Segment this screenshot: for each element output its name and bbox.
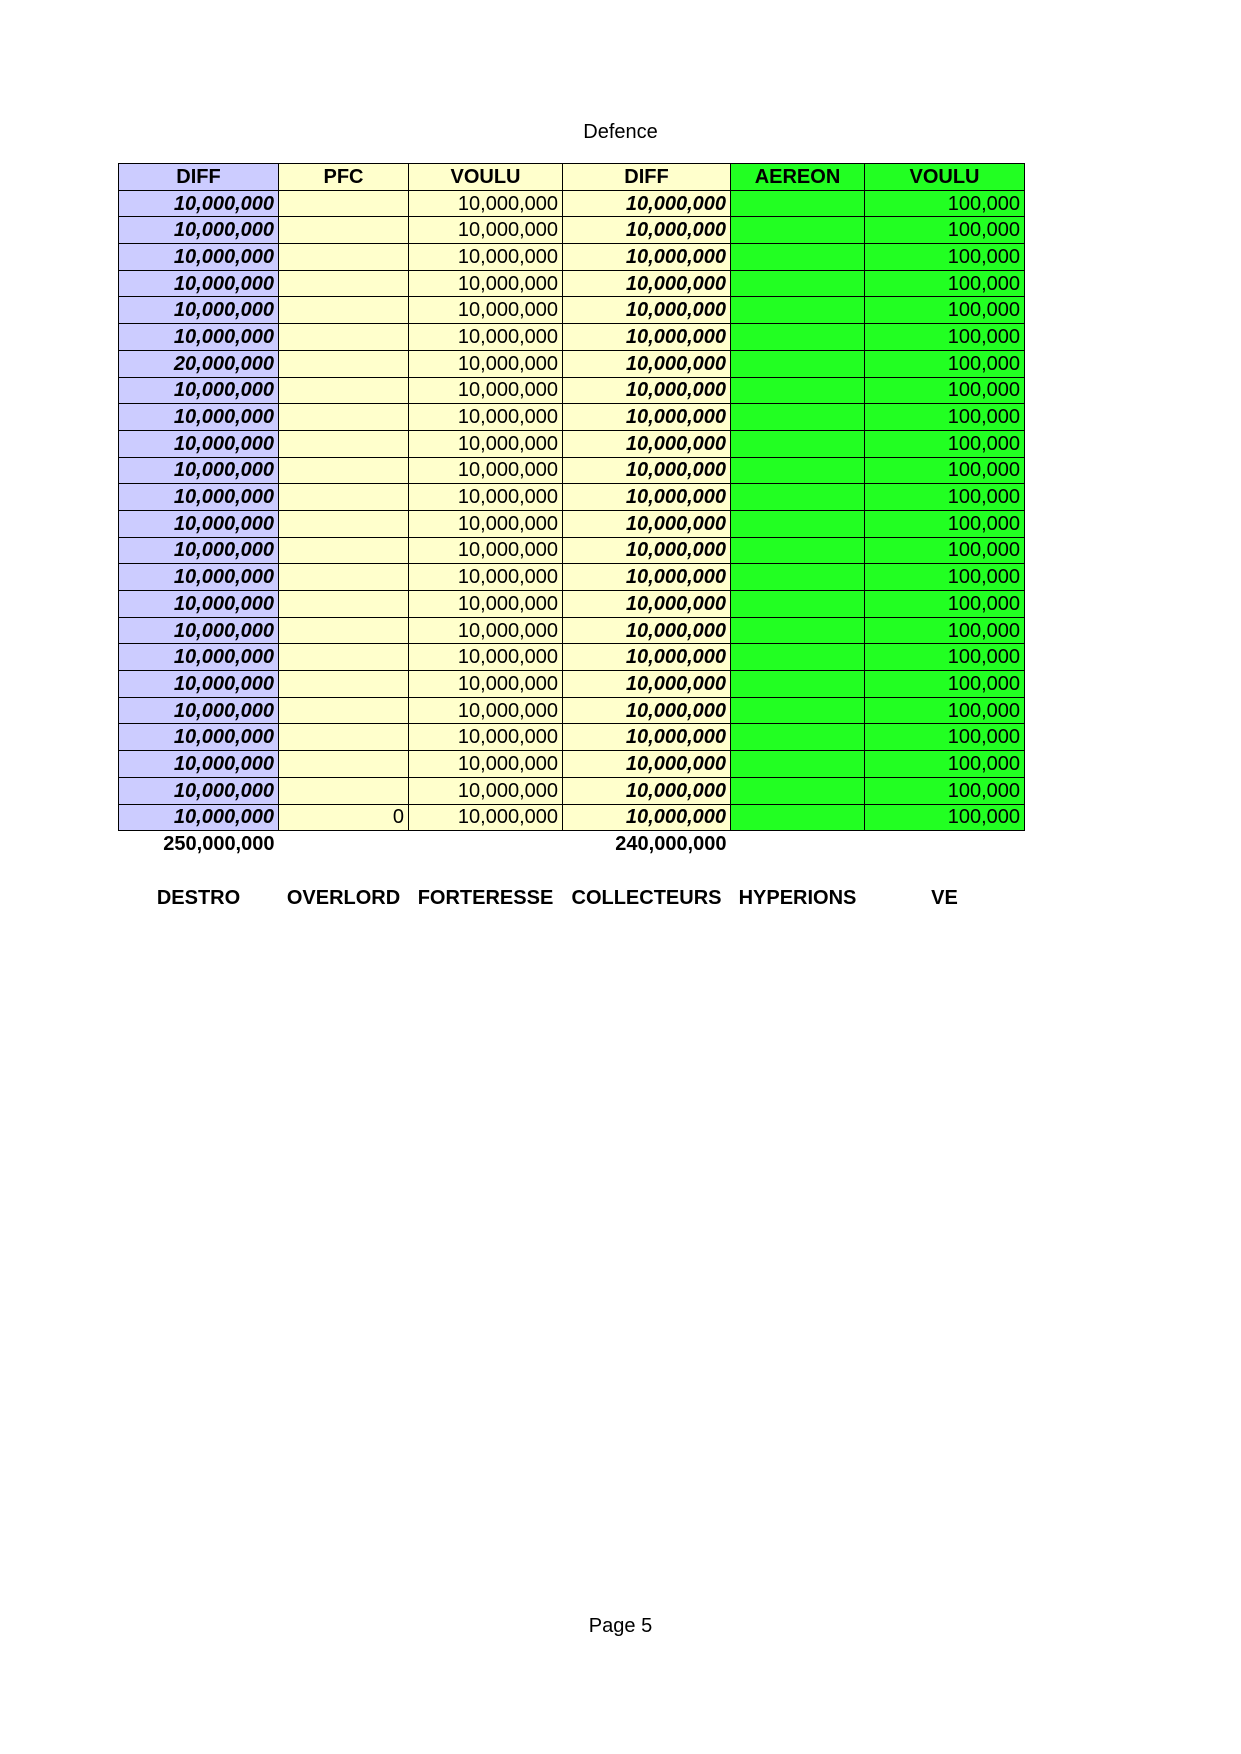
voulu-2-cell: 100,000 [865,777,1025,804]
table-row [119,591,1025,618]
voulu-1-cell: 10,000,000 [409,244,563,271]
voulu-2-cell: 100,000 [865,751,1025,778]
label-destro: DESTRO [156,886,241,909]
pfc-cell [279,777,409,804]
voulu-2-cell: 100,000 [865,724,1025,751]
diff-2-cell: 10,000,000 [563,324,731,351]
pfc-cell [279,457,409,484]
diff-1-cell: 10,000,000 [119,644,279,671]
header-diff-2: DIFF [563,164,731,191]
voulu-2-cell: 100,000 [865,404,1025,431]
table-row [119,377,1025,404]
unit-labels-row [119,885,1025,911]
diff-1-cell: 10,000,000 [119,404,279,431]
header-pfc: PFC [279,164,409,191]
diff-2-cell: 10,000,000 [563,617,731,644]
aereon-cell [731,644,865,671]
aereon-cell [731,270,865,297]
table-row [119,751,1025,778]
voulu-1-cell: 10,000,000 [409,404,563,431]
diff-2-cell: 10,000,000 [563,217,731,244]
pfc-cell [279,724,409,751]
diff-1-cell: 10,000,000 [119,270,279,297]
label-forteresse: FORTERESSE [417,886,554,909]
voulu-2-cell: 100,000 [865,510,1025,537]
diff-2-cell: 10,000,000 [563,591,731,618]
voulu-1-cell: 10,000,000 [409,537,563,564]
table-row [119,510,1025,537]
table-row [119,617,1025,644]
pfc-cell [279,377,409,404]
diff-1-cell: 10,000,000 [119,751,279,778]
table-row [119,671,1025,698]
pfc-cell [279,350,409,377]
diff-2-cell: 10,000,000 [563,671,731,698]
aereon-cell [731,537,865,564]
voulu-2-cell: 100,000 [865,270,1025,297]
pfc-cell [279,430,409,457]
diff-1-cell: 10,000,000 [119,430,279,457]
table-row [119,217,1025,244]
diff-2-cell: 10,000,000 [563,804,731,831]
diff-2-cell: 10,000,000 [563,297,731,324]
pfc-cell [279,190,409,217]
voulu-1-cell: 10,000,000 [409,724,563,751]
table-row [119,404,1025,431]
voulu-1-cell: 10,000,000 [409,777,563,804]
diff-2-cell: 10,000,000 [563,404,731,431]
pfc-cell [279,217,409,244]
diff-2-cell: 10,000,000 [563,350,731,377]
voulu-1-cell: 10,000,000 [409,297,563,324]
pfc-cell [279,324,409,351]
pfc-cell [279,644,409,671]
voulu-1-cell: 10,000,000 [409,697,563,724]
header-voulu-1: VOULU [409,164,563,191]
voulu-2-cell: 100,000 [865,297,1025,324]
voulu-1-cell: 10,000,000 [409,617,563,644]
total-diff-2: 240,000,000 [615,833,727,856]
aereon-cell [731,804,865,831]
diff-1-cell: 10,000,000 [119,804,279,831]
table-row [119,484,1025,511]
aereon-cell [731,217,865,244]
voulu-2-cell: 100,000 [865,457,1025,484]
aereon-cell [731,484,865,511]
diff-1-cell: 10,000,000 [119,697,279,724]
table-row [119,644,1025,671]
aereon-cell [731,350,865,377]
label-ve: VE [931,886,958,909]
pfc-cell [279,244,409,271]
diff-2-cell: 10,000,000 [563,751,731,778]
diff-1-cell: 10,000,000 [119,564,279,591]
diff-2-cell: 10,000,000 [563,190,731,217]
voulu-2-cell: 100,000 [865,430,1025,457]
aereon-cell [731,377,865,404]
diff-2-cell: 10,000,000 [563,697,731,724]
label-collecteurs: COLLECTEURS [571,886,722,909]
voulu-1-cell: 10,000,000 [409,804,563,831]
table-row [119,244,1025,271]
diff-2-cell: 10,000,000 [563,377,731,404]
diff-2-cell: 10,000,000 [563,724,731,751]
diff-1-cell: 10,000,000 [119,457,279,484]
diff-2-cell: 10,000,000 [563,510,731,537]
voulu-1-cell: 10,000,000 [409,510,563,537]
label-hyperions: HYPERIONS [738,886,857,909]
aereon-cell [731,617,865,644]
voulu-2-cell: 100,000 [865,484,1025,511]
table-row [119,350,1025,377]
pfc-cell [279,270,409,297]
header-row [119,164,1025,191]
label-overlord: OVERLORD [286,886,401,909]
table-row [119,457,1025,484]
diff-1-cell: 10,000,000 [119,777,279,804]
pfc-cell [279,537,409,564]
diff-1-cell: 10,000,000 [119,297,279,324]
aereon-cell [731,671,865,698]
diff-1-cell: 10,000,000 [119,484,279,511]
diff-1-cell: 10,000,000 [119,537,279,564]
table-row [119,270,1025,297]
aereon-cell [731,697,865,724]
spacer-row [119,857,1025,885]
diff-1-cell: 10,000,000 [119,324,279,351]
voulu-1-cell: 10,000,000 [409,430,563,457]
voulu-1-cell: 10,000,000 [409,217,563,244]
table-row [119,324,1025,351]
pfc-cell [279,564,409,591]
aereon-cell [731,430,865,457]
diff-1-cell: 10,000,000 [119,671,279,698]
table-row [119,190,1025,217]
diff-2-cell: 10,000,000 [563,777,731,804]
aereon-cell [731,591,865,618]
voulu-2-cell: 100,000 [865,591,1025,618]
pfc-cell [279,297,409,324]
table-row [119,297,1025,324]
pfc-cell [279,697,409,724]
pfc-cell [279,751,409,778]
diff-2-cell: 10,000,000 [563,484,731,511]
total-diff-1: 250,000,000 [163,833,275,856]
diff-2-cell: 10,000,000 [563,430,731,457]
table-row [119,697,1025,724]
diff-1-cell: 10,000,000 [119,244,279,271]
table-row [119,804,1025,831]
diff-2-cell: 10,000,000 [563,537,731,564]
diff-2-cell: 10,000,000 [563,270,731,297]
voulu-2-cell: 100,000 [865,564,1025,591]
diff-1-cell: 10,000,000 [119,617,279,644]
voulu-1-cell: 10,000,000 [409,270,563,297]
total-pfc [279,831,409,857]
diff-1-cell: 10,000,000 [119,724,279,751]
voulu-2-cell: 100,000 [865,537,1025,564]
aereon-cell [731,324,865,351]
pfc-cell [279,617,409,644]
voulu-1-cell: 10,000,000 [409,457,563,484]
diff-1-cell: 10,000,000 [119,510,279,537]
voulu-2-cell: 100,000 [865,217,1025,244]
voulu-1-cell: 10,000,000 [409,751,563,778]
table-row [119,724,1025,751]
voulu-2-cell: 100,000 [865,350,1025,377]
aereon-cell [731,244,865,271]
total-voulu-1 [409,831,563,857]
diff-1-cell: 10,000,000 [119,217,279,244]
table-row [119,564,1025,591]
aereon-cell [731,297,865,324]
total-voulu-2 [865,831,1025,857]
voulu-1-cell: 10,000,000 [409,324,563,351]
aereon-cell [731,404,865,431]
aereon-cell [731,457,865,484]
voulu-2-cell: 100,000 [865,190,1025,217]
defence-table [118,163,1025,911]
pfc-cell [279,404,409,431]
voulu-1-cell: 10,000,000 [409,644,563,671]
pfc-cell [279,671,409,698]
pfc-cell [279,591,409,618]
header-diff-1: DIFF [119,164,279,191]
page-footer: Page 5 [588,1615,653,1637]
diff-1-cell: 20,000,000 [119,350,279,377]
voulu-2-cell: 100,000 [865,697,1025,724]
diff-1-cell: 10,000,000 [119,591,279,618]
voulu-1-cell: 10,000,000 [409,591,563,618]
aereon-cell [731,190,865,217]
pfc-cell: 0 [279,804,409,831]
header-aereon: AEREON [731,164,865,191]
table-row [119,430,1025,457]
diff-2-cell: 10,000,000 [563,244,731,271]
diff-1-cell: 10,000,000 [119,377,279,404]
diff-2-cell: 10,000,000 [563,457,731,484]
totals-row [119,831,1025,857]
aereon-cell [731,751,865,778]
voulu-2-cell: 100,000 [865,244,1025,271]
aereon-cell [731,510,865,537]
voulu-1-cell: 10,000,000 [409,564,563,591]
voulu-2-cell: 100,000 [865,377,1025,404]
voulu-1-cell: 10,000,000 [409,350,563,377]
header-voulu-2: VOULU [865,164,1025,191]
table-row [119,777,1025,804]
pfc-cell [279,484,409,511]
pfc-cell [279,510,409,537]
table-body [119,190,1025,831]
diff-1-cell: 10,000,000 [119,190,279,217]
voulu-2-cell: 100,000 [865,804,1025,831]
diff-2-cell: 10,000,000 [563,564,731,591]
voulu-2-cell: 100,000 [865,671,1025,698]
voulu-1-cell: 10,000,000 [409,190,563,217]
aereon-cell [731,724,865,751]
voulu-1-cell: 10,000,000 [409,671,563,698]
voulu-1-cell: 10,000,000 [409,484,563,511]
voulu-1-cell: 10,000,000 [409,377,563,404]
voulu-2-cell: 100,000 [865,644,1025,671]
total-aereon [731,831,865,857]
voulu-2-cell: 100,000 [865,617,1025,644]
page-title: Defence [583,121,658,143]
diff-2-cell: 10,000,000 [563,644,731,671]
aereon-cell [731,777,865,804]
aereon-cell [731,564,865,591]
voulu-2-cell: 100,000 [865,324,1025,351]
table-row [119,537,1025,564]
